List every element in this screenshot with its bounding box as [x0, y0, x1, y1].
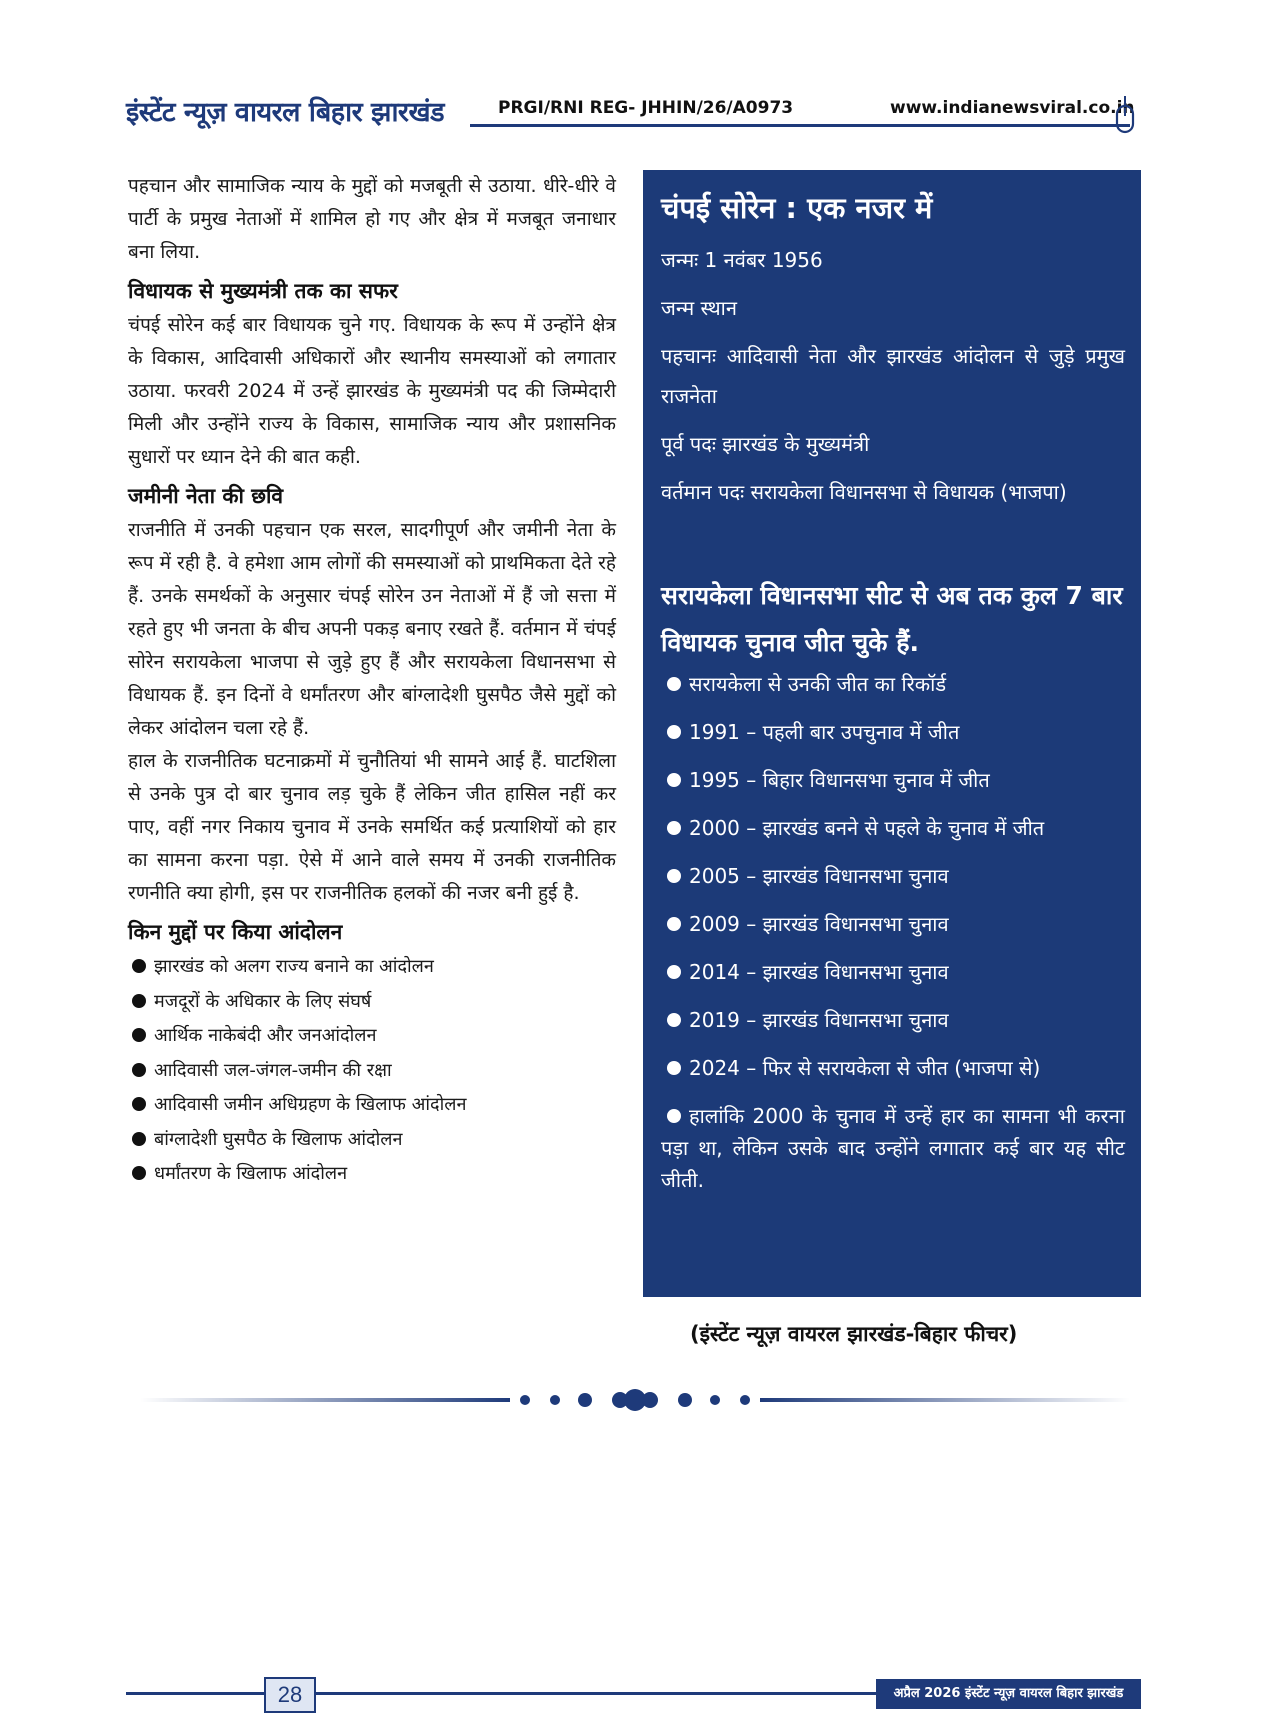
bullet-icon: [667, 869, 681, 883]
list-item: 2014 – झारखंड विधानसभा चुनाव: [661, 956, 1125, 988]
left-column: [128, 170, 616, 1192]
seat-record-title: सरायकेला विधानसभा सीट से अब तक कुल 7 बार विधायक चुनाव जीत चुके हैं.: [661, 581, 1123, 657]
birth-date: जन्मः 1 नवंबर 1956: [661, 248, 823, 272]
section-heading-movements: किन मुद्दों पर किया आंदोलन: [128, 920, 343, 944]
bullet-icon: [667, 677, 681, 691]
bullet-icon: [132, 1097, 146, 1111]
registration-number: PRGI/RNI REG- JHHIN/26/A0973: [498, 98, 794, 118]
bullet-icon: [667, 821, 681, 835]
feature-credit: (इंस्टेंट न्यूज़ वायरल झारखंड-बिहार फीचर): [690, 1322, 1018, 1346]
bullet-icon: [667, 917, 681, 931]
bullet-icon: [667, 1109, 681, 1123]
profile-box-title: चंपई सोरेन : एक नजर में: [661, 191, 933, 225]
bullet-icon: [667, 1061, 681, 1075]
list-item: आर्थिक नाकेबंदी और जनआंदोलन: [132, 1019, 616, 1054]
bullet-icon: [132, 1028, 146, 1042]
bullet-icon: [132, 1166, 146, 1180]
birth-place: जन्म स्थान: [661, 296, 737, 320]
list-item: बांग्लादेशी घुसपैठ के खिलाफ आंदोलन: [132, 1123, 616, 1158]
list-item: 2024 – फिर से सरायकेला से जीत (भाजपा से): [661, 1052, 1125, 1084]
bullet-icon: [132, 994, 146, 1008]
list-item: 2005 – झारखंड विधानसभा चुनाव: [661, 860, 1125, 892]
current-post: वर्तमान पदः सरायकेला विधानसभा से विधायक (भाजपा): [661, 480, 1067, 504]
bullet-icon: [667, 773, 681, 787]
list-item: सरायकेला से उनकी जीत का रिकॉर्ड: [661, 668, 1125, 700]
bullet-icon: [667, 725, 681, 739]
recent-developments-paragraph: हाल के राजनीतिक घटनाक्रमों में चुनौतियां भी सामने आई हैं. घाटशिला से उनके पुत्र दो बार चुनाव लड़ चुके हैं लेकिन जीत हासिल नहीं कर पाए, वहीं नगर निकाय चुनाव में उनके समर्थित कई प्रत्याशियों को हार का सामना करना पड़ा. ऐसे में आने वाले समय में उनकी राजनीतिक रणनीति क्या होगी, इस पर राजनीतिक हलकों की नजर बनी हुई है.: [128, 750, 616, 904]
former-post: पूर्व पदः झारखंड के मुख्यमंत्री: [661, 432, 870, 456]
movements-list: [128, 950, 616, 1192]
list-item: धर्मांतरण के खिलाफ आंदोलन: [132, 1157, 616, 1192]
list-item: आदिवासी जल-जंगल-जमीन की रक्षा: [132, 1054, 616, 1089]
section-heading-grassroots: जमीनी नेता की छवि: [128, 484, 284, 508]
intro-paragraph: पहचान और सामाजिक न्याय के मुद्दों को मजबूती से उठाया. धीरे-धीरे वे पार्टी के प्रमुख नेताओं में शामिल हो गए और क्षेत्र में मजबूत जनाधार बना लिया.: [128, 175, 616, 263]
footer-rule-left: [126, 1692, 266, 1695]
grassroots-paragraph: राजनीति में उनकी पहचान एक सरल, सादगीपूर्ण और जमीनी नेता के रूप में रही है. वे हमेशा आम लोगों की समस्याओं को प्राथमिकता देते रहे हैं. उनके समर्थकों के अनुसार चंपई सोरेन उन नेताओं में हैं जो सत्ता में रहते हुए भी जनता के बीच अपनी पकड़ बनाए रखते हैं. वर्तमान में चंपई सोरेन सरायकेला भाजपा से जुड़े हुए हैं और सरायकेला विधानसभा से विधायक हैं. इन दिनों वे धर्मांतरण और बांग्लादेशी घुसपैठ जैसे मुद्दों को लेकर आंदोलन चला रहे हैं.: [128, 519, 616, 739]
header-rule: [470, 124, 1130, 127]
note-item: हालांकि 2000 के चुनाव में उन्हें हार का सामना भी करना पड़ा था, लेकिन उसके बाद उन्होंने लगातार कई बार यह सीट जीती.: [661, 1104, 1125, 1192]
profile-box: [643, 170, 1141, 1297]
bullet-icon: [132, 1063, 146, 1077]
bullet-icon: [132, 959, 146, 973]
decorative-divider: [140, 1388, 1130, 1412]
mouse-icon: [1114, 96, 1136, 134]
bullet-icon: [667, 1013, 681, 1027]
list-item: आदिवासी जमीन अधिग्रहण के खिलाफ आंदोलन: [132, 1088, 616, 1123]
bullet-icon: [132, 1132, 146, 1146]
section-heading-cm-journey: विधायक से मुख्यमंत्री तक का सफर: [128, 279, 398, 303]
bullet-icon: [667, 965, 681, 979]
election-record-list: [661, 668, 1125, 1196]
footer-rule-right: [316, 1692, 876, 1695]
list-item: मजदूरों के अधिकार के लिए संघर्ष: [132, 985, 616, 1020]
list-item: 2000 – झारखंड बनने से पहले के चुनाव में जीत: [661, 812, 1125, 844]
page-number: 28: [264, 1677, 316, 1713]
identity: पहचानः आदिवासी नेता और झारखंड आंदोलन से जुड़े प्रमुख राजनेता: [661, 344, 1125, 408]
list-item: 2009 – झारखंड विधानसभा चुनाव: [661, 908, 1125, 940]
cm-journey-paragraph: चंपई सोरेन कई बार विधायक चुने गए. विधायक के रूप में उन्होंने क्षेत्र के विकास, आदिवासी अधिकारों और स्थानीय समस्याओं को लगातार उठाया. फरवरी 2024 में उन्हें झारखंड के मुख्यमंत्री पद की जिम्मेदारी मिली और उन्होंने राज्य के विकास, सामाजिक न्याय और प्रशासनिक सुधारों पर ध्यान देने की बात कही.: [128, 314, 616, 468]
list-item: 1991 – पहली बार उपचुनाव में जीत: [661, 716, 1125, 748]
list-item: 1995 – बिहार विधानसभा चुनाव में जीत: [661, 764, 1125, 796]
website-link[interactable]: www.indianewsviral.co.in: [890, 98, 1135, 118]
masthead-title: इंस्टेंट न्यूज़ वायरल बिहार झारखंड: [126, 97, 445, 128]
list-item: झारखंड को अलग राज्य बनाने का आंदोलन: [132, 950, 616, 985]
footer-issue-label: अप्रैल 2026 इंस्टेंट न्यूज़ वायरल बिहार झारखंड: [876, 1679, 1141, 1709]
list-item: 2019 – झारखंड विधानसभा चुनाव: [661, 1004, 1125, 1036]
